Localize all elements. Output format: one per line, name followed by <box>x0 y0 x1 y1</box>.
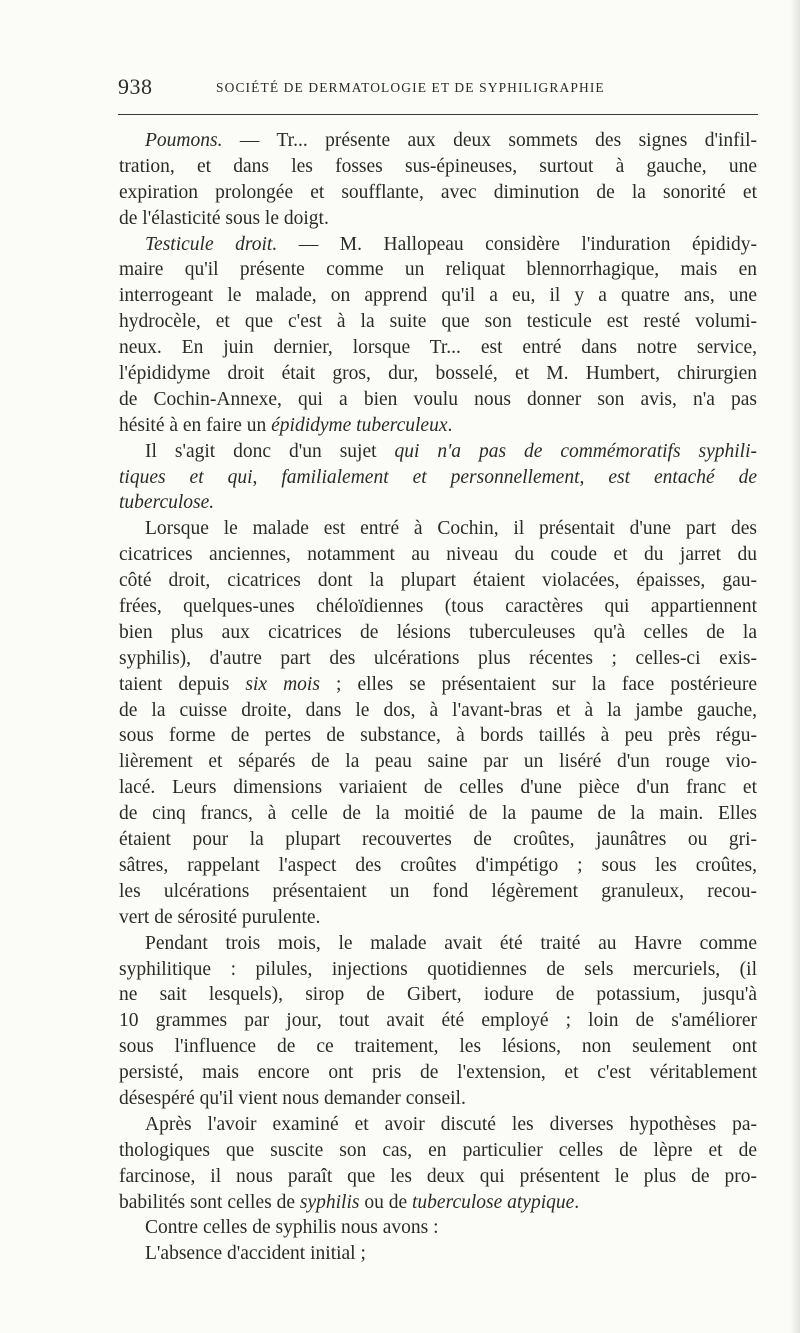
text-line: bien plus aux cicatrices de lésions tuberculeuses qu'à celles de la <box>119 621 757 643</box>
text-line: persisté, mais encore ont pris de l'extension, et c'est véritablement <box>119 1062 757 1084</box>
text-line: hydrocèle, et que c'est à la suite que son testicule est resté volumi- <box>119 311 757 333</box>
italic-phrase: épididyme tuberculeux <box>271 414 448 436</box>
text-line: cicatrices anciennes, notamment au niveau du coude et du jarret du <box>119 544 757 566</box>
text-line: syphilitique : pilules, injections quotidiennes de sels mercuriels, (il <box>119 958 757 980</box>
running-head: SOCIÉTÉ DE DERMATOLOGIE ET DE SYPHILIGRAPHIE <box>216 80 605 95</box>
text-line: côté droit, cicatrices dont la plupart étaient violacées, épaisses, gau- <box>119 570 757 592</box>
text-line: étaient pour la plupart recouvertes de croûtes, jaunâtres ou gri- <box>119 829 757 851</box>
text-line: Contre celles de syphilis nous avons : <box>145 1217 439 1239</box>
text-line: neux. En juin dernier, lorsque Tr... est entré dans notre service, <box>119 337 757 359</box>
text-line: de la cuisse droite, dans le dos, à l'avant-bras et à la jambe gauche, <box>119 699 757 721</box>
text-line: lacé. Leurs dimensions variaient de celles d'une pièce d'un franc et <box>119 777 757 799</box>
text-line: ne sait lesquels), sirop de Gibert, iodure de potassium, jusqu'à <box>119 984 757 1006</box>
text-line: taient depuis six mois ; elles se présentaient sur la face postérieure <box>119 673 758 695</box>
text-line: hésité à en faire un épididyme tuberculeux. <box>119 414 453 436</box>
text-line: farcinose, il nous paraît que les deux qui présentent le plus de pro- <box>119 1165 757 1187</box>
italic-phrase: syphilis <box>299 1191 360 1213</box>
text-line: Testicule droit. — M. Hallopeau considère l'induration épididy- <box>145 233 757 255</box>
text-line: Lorsque le malade est entré à Cochin, il présentait d'une part des <box>145 518 757 540</box>
text-line: sâtres, rappelant l'aspect des croûtes d'impétigo ; sous les croûtes, <box>119 854 757 876</box>
text-line: tiques et qui, familialement et personnellement, est entaché de <box>119 466 758 488</box>
text-line: lièrement et séparés de la peau saine par un liséré d'un rouge vio- <box>119 751 757 773</box>
text-line: babilités sont celles de syphilis ou de tuberculose atypique. <box>119 1191 580 1213</box>
italic-phrase: qui n'a pas de commémoratifs syphili- <box>394 440 757 462</box>
text-line: les ulcérations présentaient un fond légèrement granuleux, recou- <box>119 880 757 902</box>
text-line: désespéré qu'il vient nous demander conseil. <box>119 1087 466 1109</box>
page-header <box>118 74 758 106</box>
text-line: maire qu'il présente comme un reliquat blennorrhagique, mais en <box>119 259 757 281</box>
text-line: de Cochin-Annexe, qui a bien voulu nous donner son avis, n'a pas <box>119 388 757 410</box>
italic-phrase: six mois <box>245 673 320 695</box>
text-line: 10 grammes par jour, tout avait été employé ; loin de s'améliorer <box>119 1010 757 1032</box>
text-line: de l'élasticité sous le doigt. <box>119 207 329 229</box>
text-line: de cinq francs, à celle de la moitié de la paume de la main. Elles <box>119 803 757 825</box>
text-line: vert de sérosité purulente. <box>119 906 321 928</box>
text-line: sous forme de pertes de substance, à bords taillés à peu près régu- <box>119 725 757 747</box>
text-line: Poumons. — Tr... présente aux deux sommets des signes d'infil- <box>145 130 757 151</box>
text-line: interrogeant le malade, on apprend qu'il a eu, il y a quatre ans, une <box>119 285 757 307</box>
text-line: tuberculose. <box>119 492 215 514</box>
text-line: expiration prolongée et soufflante, avec diminution de la sonorité et <box>119 181 757 203</box>
body-text <box>119 128 757 1267</box>
text-line: thologiques que suscite son cas, en particulier celles de lèpre et de <box>119 1139 757 1161</box>
text-line: tration, et dans les fosses sus-épineuses, surtout à gauche, une <box>119 155 757 177</box>
page-number: 938 <box>118 74 153 99</box>
text-line: Il s'agit donc d'un sujet qui n'a pas de commémoratifs syphili- <box>145 440 757 462</box>
italic-phrase: tuberculose atypique <box>412 1191 575 1213</box>
text-line: syphilis), d'autre part des ulcérations plus récentes ; celles-ci exis- <box>119 647 757 669</box>
text-line: Pendant trois mois, le malade avait été traité au Havre comme <box>145 932 757 954</box>
text-line: L'absence d'accident initial ; <box>145 1243 366 1265</box>
text-line: sous l'influence de ce traitement, les lésions, non seulement ont <box>119 1036 757 1058</box>
section-heading-poumons: Poumons. <box>145 130 223 151</box>
page-edge-shadow <box>790 0 800 1333</box>
section-heading-testicule: Testicule droit. <box>145 233 278 255</box>
text-line: frées, quelques-unes chéloïdiennes (tous caractères qui appartiennent <box>119 596 757 618</box>
header-rule <box>118 114 758 115</box>
text-line: Après l'avoir examiné et avoir discuté les diverses hypothèses pa- <box>145 1113 757 1135</box>
text-line: l'épididyme droit était gros, dur, bosselé, et M. Humbert, chirurgien <box>119 363 757 385</box>
